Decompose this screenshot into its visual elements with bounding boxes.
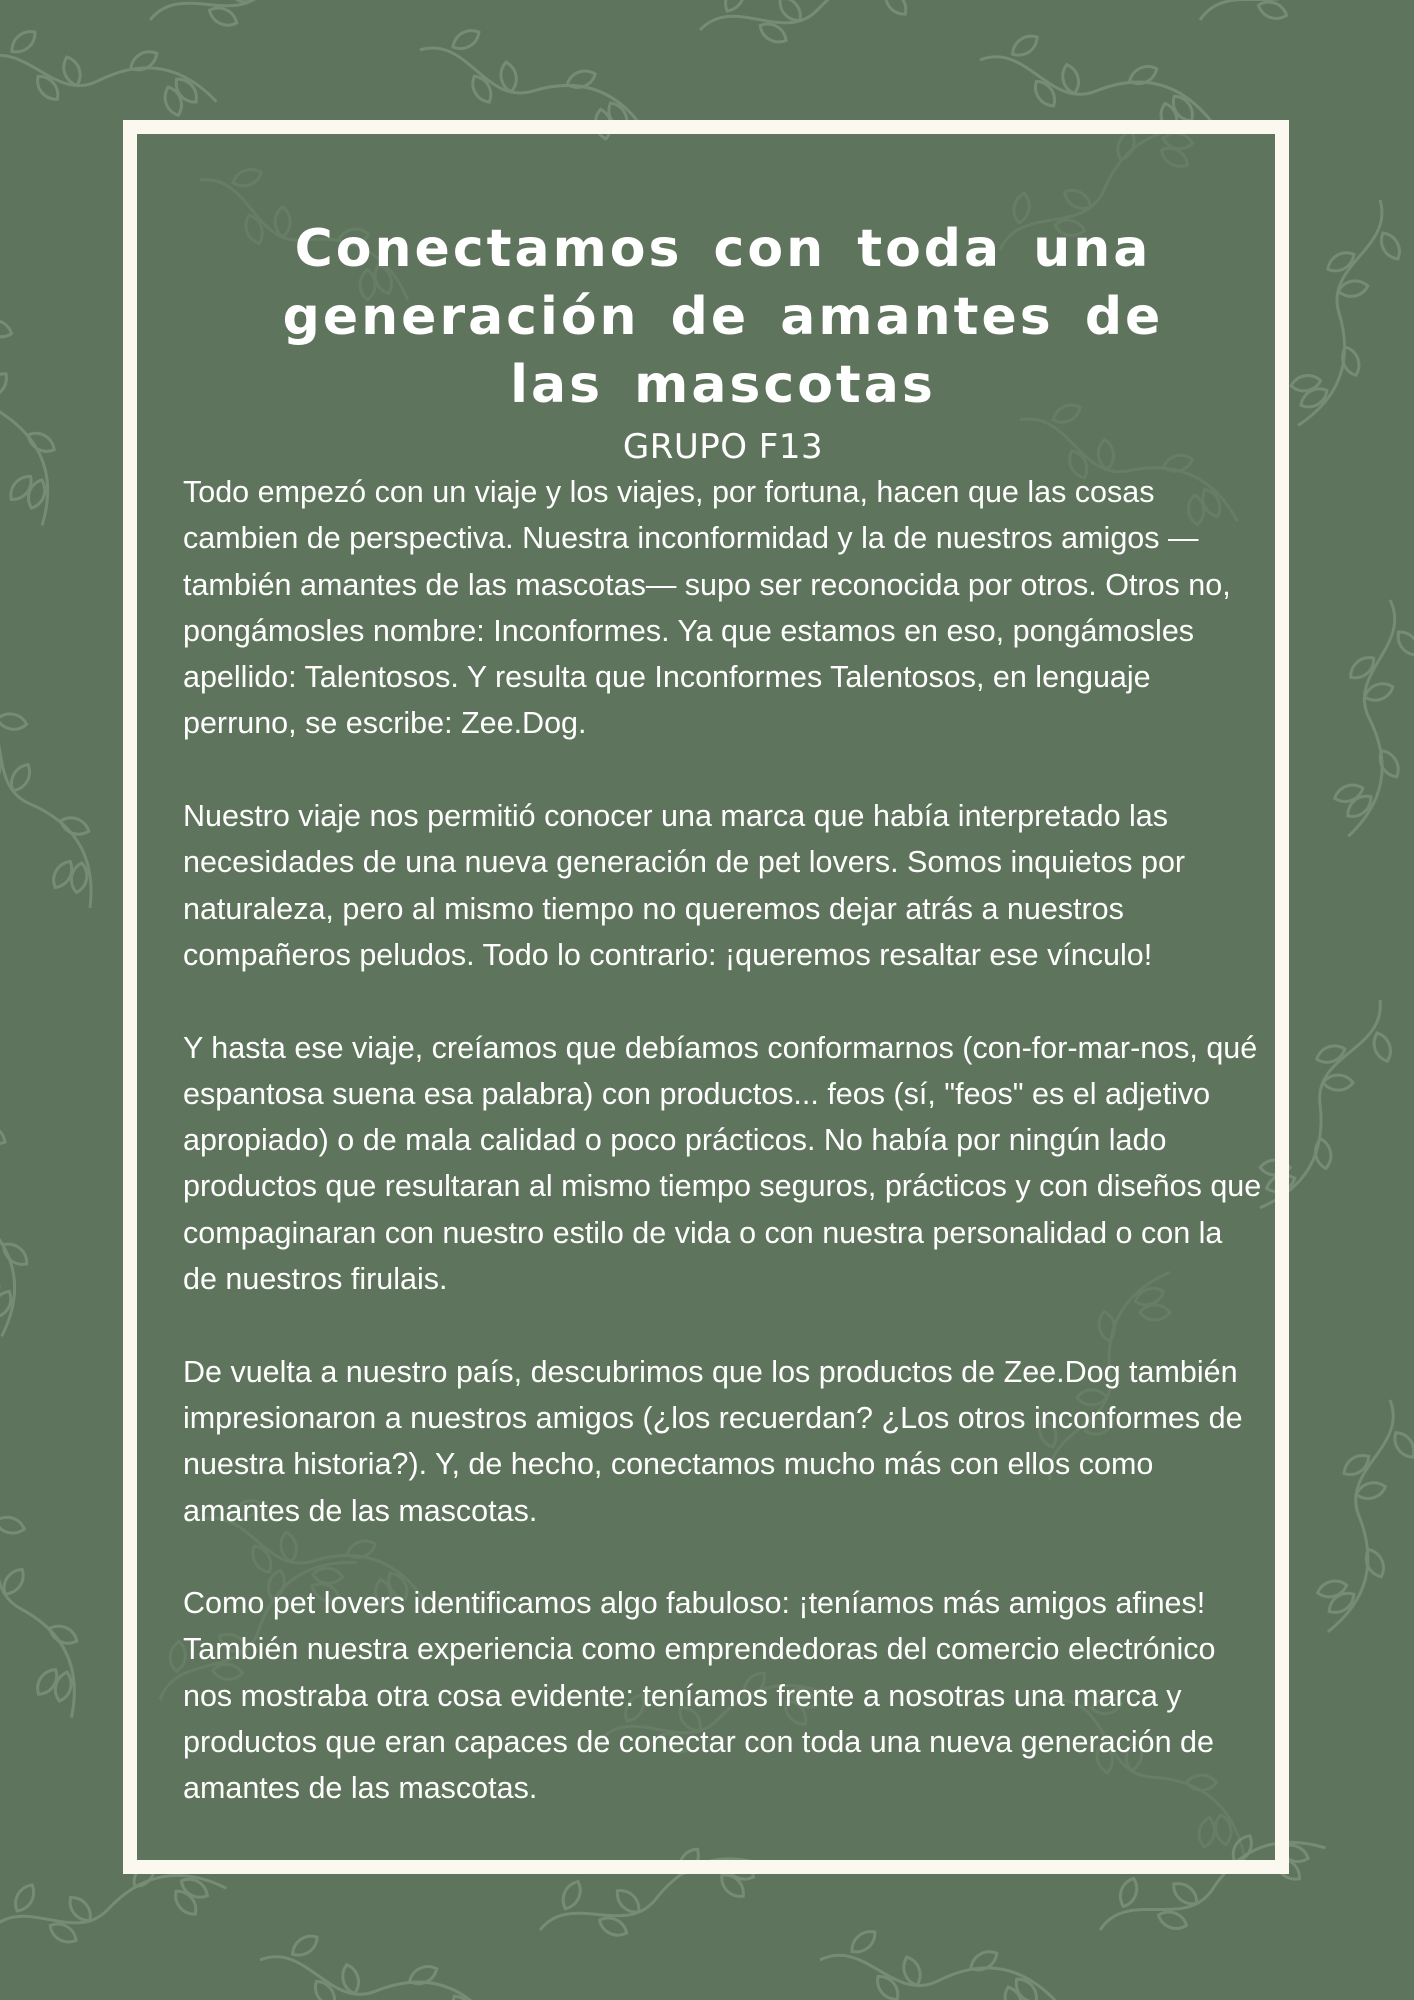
paragraph: Nuestro viaje nos permitió conocer una marca que había interpretado las necesidades de una nueva generación de pet lovers. Somos inquietos por naturaleza, pero al mismo tiempo no queremos dejar atrás a nuestros compañeros peludos. Todo lo contrario: ¡queremos resaltar ese vínculo! (183, 799, 1186, 972)
page-title: Conectamos con toda una generación de amantes de las mascotas (282, 219, 1164, 415)
paragraph: Todo empezó con un viaje y los viajes, por fortuna, hacen que las cosas cambien de perspectiva. Nuestra inconformidad y la de nuestros amigos —también amantes de las mascotas— supo ser reconocida por otros. Otros no, pongámosles nombre: Inconformes. Ya que estamos en eso, pongámosles apellido: Talentosos. Y resulta que Inconformes Talentosos, en lenguaje perruno, se escribe: Zee.Dog. (183, 475, 1231, 741)
document-content (183, 215, 1263, 1858)
page-subtitle: GRUPO F13 (622, 427, 824, 467)
paragraph: Como pet lovers identificamos algo fabuloso: ¡teníamos más amigos afines! También nuestra experiencia como emprendedoras del comercio electrónico nos mostraba otra cosa evidente: teníamos frente a nosotras una marca y productos que eran capaces de conectar con toda una nueva generación de amantes de las mascotas. (183, 1586, 1216, 1806)
paragraph: Y hasta ese viaje, creíamos que debíamos conformarnos (con-for-mar-nos, qué espantosa suena esa palabra) con productos... feos (sí, "feos" es el adjetivo apropiado) o de mala calidad o poco prácticos. No había por ningún lado productos que resultaran al mismo tiempo seguros, prácticos y con diseños que compaginaran con nuestro estilo de vida o con nuestra personalidad o con la de nuestros firulais. (183, 1030, 1262, 1297)
paragraph: De vuelta a nuestro país, descubrimos que los productos de Zee.Dog también impresionaron a nuestros amigos (¿los recuerdan? ¿Los otros inconformes de nuestra historia?). Y, de hecho, conectamos mucho más con ellos como amantes de las mascotas. (183, 1354, 1243, 1528)
body-text (183, 469, 1263, 1812)
